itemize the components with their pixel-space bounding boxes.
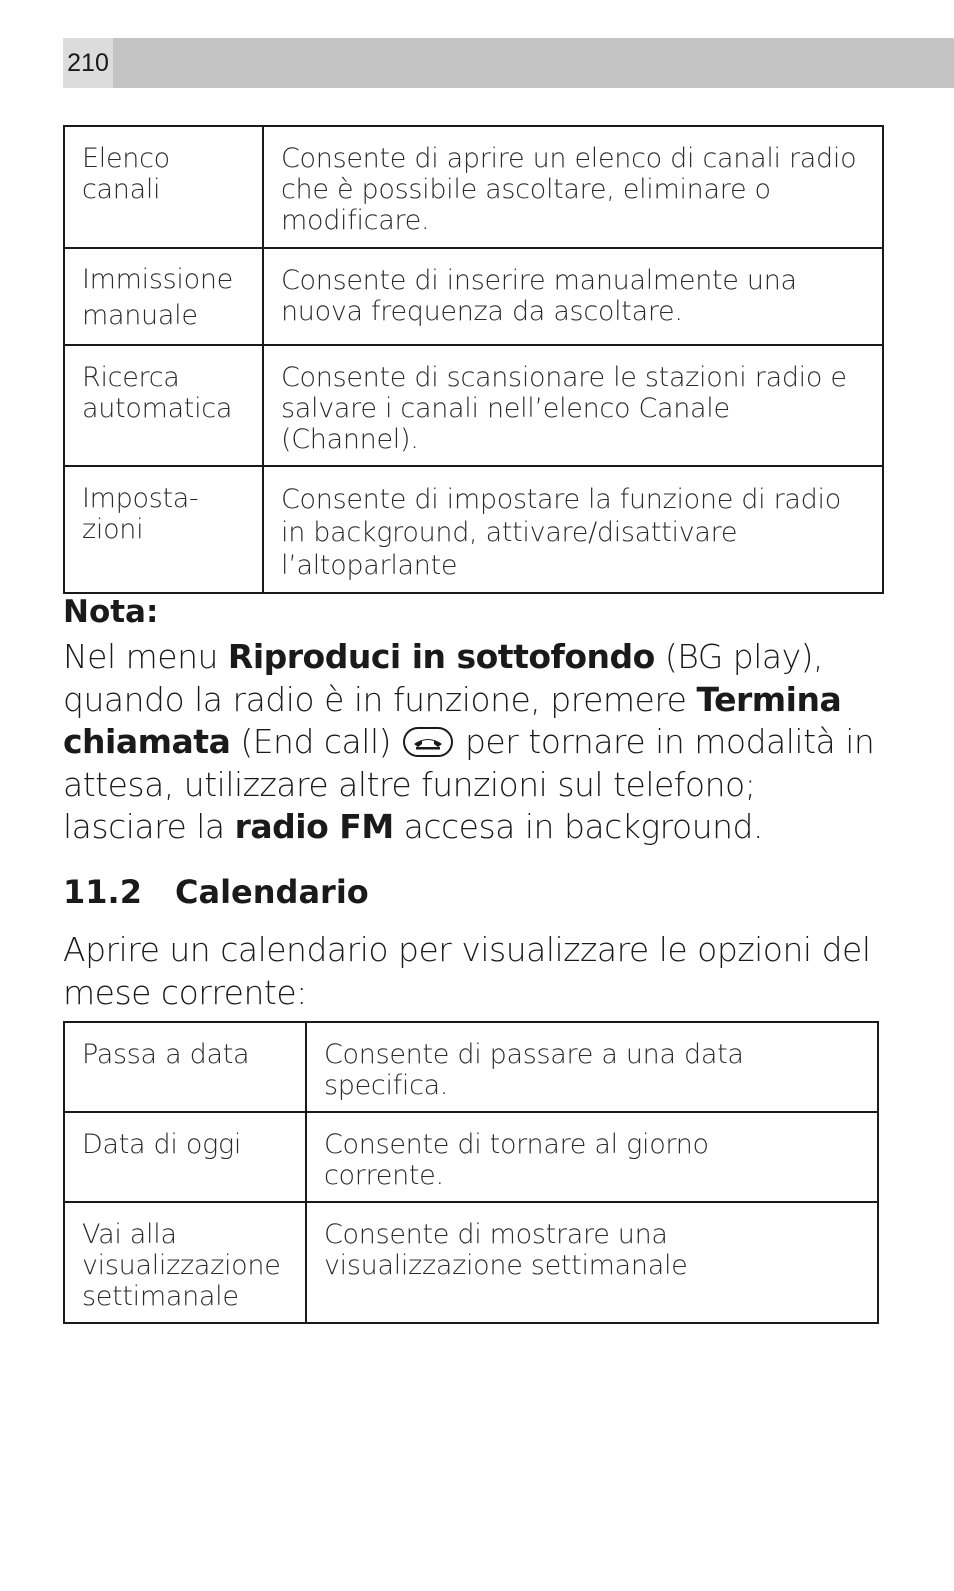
- option-cell: Passa a data: [64, 1022, 306, 1112]
- note-bold-term: Riproduci in sottofondo: [227, 637, 655, 676]
- option-cell: Immissione manuale: [64, 248, 263, 345]
- table-row: [64, 1022, 878, 1112]
- table-row: [64, 248, 883, 345]
- header-bar: [63, 38, 954, 88]
- section-heading: [63, 873, 369, 911]
- table-row: [64, 1202, 878, 1323]
- section-title: Calendario: [175, 873, 369, 911]
- table-row: [64, 466, 883, 593]
- description-cell: Consente di aprire un elenco di canali radio che è possibile ascoltare, eliminare o modificare.: [263, 126, 883, 248]
- note-body: [63, 636, 883, 849]
- note-bold-term: radio FM: [234, 807, 394, 846]
- page-number: 210: [63, 38, 113, 88]
- note-text: (BG play), quando la radio è in funzione, premere: [63, 637, 824, 719]
- description-cell: Consente di inserire manualmente una nuova frequenza da ascoltare.: [263, 248, 883, 345]
- note-text: accesa in background.: [393, 807, 763, 846]
- note-title: Nota:: [63, 594, 159, 630]
- option-cell: Vai alla visualizzazione settimanale: [64, 1202, 306, 1323]
- note-text: per tornare in modalità in attesa, utilizzare altre funzioni sul telefono; lasciare la: [63, 722, 875, 846]
- note-text: Nel menu: [63, 637, 228, 676]
- option-cell: Elenco canali: [64, 126, 263, 248]
- section-intro: Aprire un calendario per visualizzare le opzioni del mese corrente:: [63, 930, 871, 1012]
- option-cell: Ricerca automatica: [64, 345, 263, 466]
- table-row: [64, 1112, 878, 1202]
- calendar-options-table: [63, 1021, 879, 1324]
- description-cell: Consente di tornare al giorno corrente.: [306, 1112, 878, 1202]
- end-call-key-icon: [403, 727, 453, 757]
- note-text: (End call): [230, 722, 401, 761]
- table-row: [64, 126, 883, 248]
- option-cell: Imposta-zioni: [64, 466, 263, 593]
- table-row: [64, 345, 883, 466]
- note-bold-term: Termina chiamata: [63, 679, 842, 761]
- description-cell: Consente di passare a una data specifica.: [306, 1022, 878, 1112]
- description-cell: Consente di mostrare una visualizzazione settimanale: [306, 1202, 878, 1323]
- description-cell: Consente di impostare la funzione di radio in background, attivare/disattivare l’altoparlante: [263, 466, 883, 593]
- description-cell: Consente di scansionare le stazioni radio e salvare i canali nell’elenco Canale (Channel).: [263, 345, 883, 466]
- radio-options-table: [63, 125, 884, 594]
- option-cell: Data di oggi: [64, 1112, 306, 1202]
- section-number: 11.2: [63, 873, 142, 911]
